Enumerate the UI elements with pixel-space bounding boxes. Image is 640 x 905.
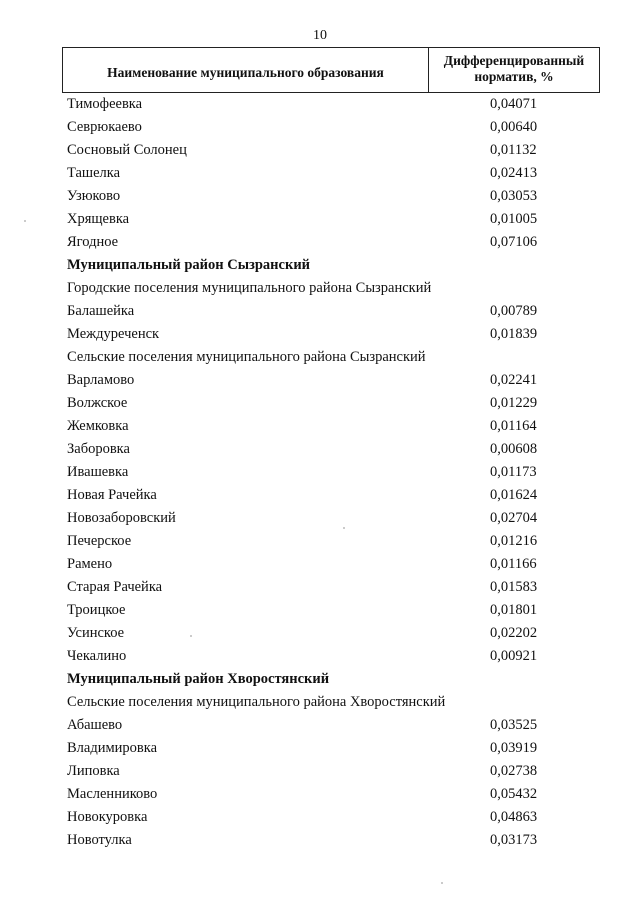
row-value: 0,02241: [490, 372, 538, 388]
row-name: Жемковка: [67, 418, 129, 434]
row-name: Варламово: [67, 372, 135, 388]
table-row: [67, 829, 597, 852]
table-row: [67, 300, 597, 323]
row-name: Заборовка: [67, 441, 130, 457]
row-name: Ташелка: [67, 165, 121, 181]
scan-speck: [24, 220, 26, 222]
table-row: [67, 645, 597, 668]
table-row: [67, 484, 597, 507]
row-value: 0,07106: [490, 234, 538, 250]
table-row: [67, 737, 597, 760]
row-value: 0,01164: [490, 418, 537, 434]
row-name: Троицкое: [67, 602, 126, 618]
row-value: 0,00640: [490, 119, 538, 135]
row-name: Севрюкаево: [67, 119, 142, 135]
table-row: [67, 714, 597, 737]
row-name: Волжское: [67, 395, 128, 411]
table-row: [67, 576, 597, 599]
row-value: 0,03919: [490, 740, 538, 756]
row-name: Городские поселения муниципального района Сызранский: [67, 280, 432, 296]
row-name: Владимировка: [67, 740, 158, 756]
row-name: Печерское: [67, 533, 132, 549]
table-row: [67, 139, 597, 162]
section-heading: [67, 254, 597, 277]
row-value: 0,01005: [490, 211, 538, 227]
column-header-name: Наименование муниципального образования: [63, 48, 429, 92]
table-row: [67, 783, 597, 806]
table-body: [67, 93, 597, 852]
table-row: [67, 162, 597, 185]
row-name: Муниципальный район Сызранский: [67, 257, 311, 273]
table-row: [67, 622, 597, 645]
table-row: [67, 599, 597, 622]
table-row: [67, 208, 597, 231]
section-subheading: [67, 346, 597, 369]
section-subheading: [67, 277, 597, 300]
row-name: Рамено: [67, 556, 113, 572]
scan-speck: [343, 527, 345, 529]
row-name: Тимофеевка: [67, 96, 143, 112]
row-name: Новая Рачейка: [67, 487, 157, 503]
table-row: [67, 553, 597, 576]
row-name: Узюково: [67, 188, 121, 204]
row-value: 0,01216: [490, 533, 538, 549]
row-name: Усинское: [67, 625, 125, 641]
table-row: [67, 415, 597, 438]
table-row: [67, 116, 597, 139]
row-name: Новокуровка: [67, 809, 148, 825]
row-value: 0,01166: [490, 556, 537, 572]
table-row: [67, 530, 597, 553]
row-value: 0,00608: [490, 441, 538, 457]
row-name: Хрящевка: [67, 211, 130, 227]
row-value: 0,01583: [490, 579, 538, 595]
row-value: 0,05432: [490, 786, 538, 802]
row-name: Новотулка: [67, 832, 132, 848]
table-row: [67, 369, 597, 392]
row-value: 0,01173: [490, 464, 537, 480]
table-row: [67, 323, 597, 346]
row-name: Чекалино: [67, 648, 127, 664]
row-value: 0,04071: [490, 96, 538, 112]
row-name: Масленниково: [67, 786, 158, 802]
page-number: 10: [313, 28, 327, 43]
row-name: Абашево: [67, 717, 123, 733]
table-row: [67, 392, 597, 415]
table-row: [67, 438, 597, 461]
row-name: Сельские поселения муниципального района Сызранский: [67, 349, 426, 365]
section-heading: [67, 668, 597, 691]
row-value: 0,03173: [490, 832, 538, 848]
row-name: Сельские поселения муниципального района Хворостянский: [67, 694, 446, 710]
row-name: Ивашевка: [67, 464, 129, 480]
table-row: [67, 93, 597, 116]
table-row: [67, 231, 597, 254]
row-name: Липовка: [67, 763, 120, 779]
row-name: Старая Рачейка: [67, 579, 163, 595]
table-row: [67, 760, 597, 783]
section-subheading: [67, 691, 597, 714]
row-name: Сосновый Солонец: [67, 142, 187, 158]
row-value: 0,01801: [490, 602, 538, 618]
scan-speck: [190, 635, 192, 637]
row-value: 0,03053: [490, 188, 538, 204]
table-header: [62, 47, 600, 93]
row-value: 0,01624: [490, 487, 538, 503]
column-header-value: [429, 48, 599, 92]
table-row: [67, 461, 597, 484]
row-name: Муниципальный район Хворостянский: [67, 671, 330, 687]
row-name: Балашейка: [67, 303, 135, 319]
row-value: 0,02704: [490, 510, 538, 526]
row-value: 0,01229: [490, 395, 538, 411]
row-name: Новозаборовский: [67, 510, 176, 526]
row-value: 0,00789: [490, 303, 538, 319]
table-row: [67, 806, 597, 829]
column-header-value-line1: Дифференцированный: [443, 53, 585, 68]
row-value: 0,01132: [490, 142, 537, 158]
row-value: 0,04863: [490, 809, 538, 825]
row-name: Ягодное: [67, 234, 119, 250]
row-value: 0,00921: [490, 648, 538, 664]
row-value: 0,02413: [490, 165, 538, 181]
table-row: [67, 507, 597, 530]
table-row: [67, 185, 597, 208]
scan-speck: [441, 882, 443, 884]
column-header-value-line2: норматив, %: [474, 69, 554, 84]
row-value: 0,02738: [490, 763, 538, 779]
row-value: 0,03525: [490, 717, 538, 733]
row-value: 0,01839: [490, 326, 538, 342]
row-name: Междуреченск: [67, 326, 160, 342]
row-value: 0,02202: [490, 625, 538, 641]
